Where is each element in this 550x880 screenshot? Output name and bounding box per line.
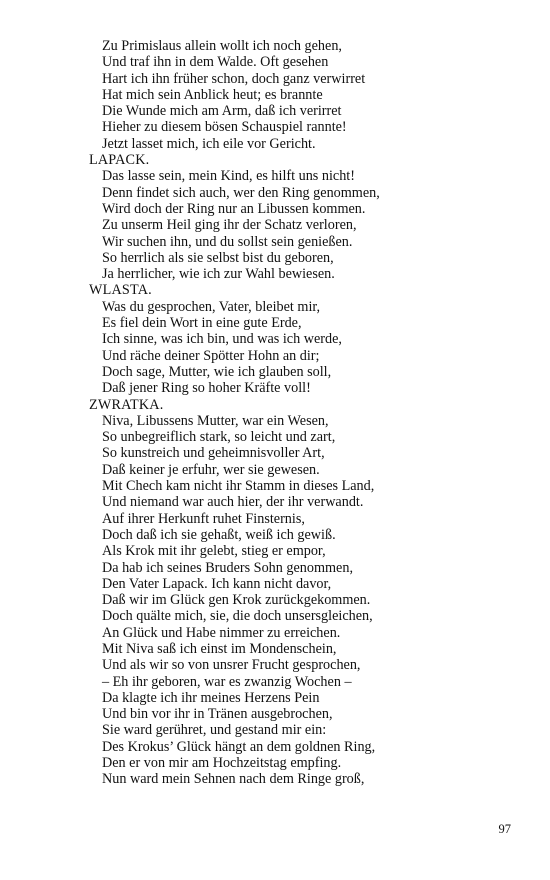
- verse-line: Ja herrlicher, wie ich zur Wahl bewiesen.: [102, 266, 335, 283]
- verse-line: Da hab ich seines Bruders Sohn genommen,: [102, 559, 353, 576]
- verse-line: Zu unserm Heil ging ihr der Schatz verloren,: [102, 217, 357, 234]
- verse-line: Und niemand war auch hier, der ihr verwandt.: [102, 494, 364, 511]
- speaker-name: ZWRATKA.: [89, 396, 164, 413]
- verse-line: Doch sage, Mutter, wie ich glauben soll,: [102, 363, 332, 380]
- verse-line: Jetzt lasset mich, ich eile vor Gericht.: [102, 135, 316, 152]
- verse-line: Auf ihrer Herkunft ruhet Finsternis,: [102, 510, 305, 527]
- verse-line: Wir suchen ihn, und du sollst sein genießen.: [102, 233, 353, 250]
- verse-line: – Eh ihr geboren, war es zwanzig Wochen –: [102, 673, 352, 690]
- verse-line: Hieher zu diesem bösen Schauspiel rannte!: [102, 119, 347, 136]
- verse-line: Was du gesprochen, Vater, bleibet mir,: [102, 298, 321, 315]
- verse-line: Und traf ihn in dem Walde. Oft gesehen: [102, 54, 329, 71]
- verse-line: Ich sinne, was ich bin, und was ich werde,: [102, 331, 342, 348]
- verse-line: Sie ward gerühret, und gestand mir ein:: [102, 722, 327, 739]
- verse-line: Die Wunde mich am Arm, daß ich verirret: [102, 103, 342, 120]
- verse-line: Es fiel dein Wort in eine gute Erde,: [102, 315, 302, 332]
- verse-line: Doch quälte mich, sie, die doch unsersgleichen,: [102, 608, 373, 625]
- verse-line: Nun ward mein Sehnen nach dem Ringe groß,: [102, 771, 365, 788]
- verse-line: Und räche deiner Spötter Hohn an dir;: [102, 347, 320, 364]
- verse-line: Und bin vor ihr in Tränen ausgebrochen,: [102, 706, 333, 723]
- verse-line: So unbegreiflich stark, so leicht und zart,: [102, 429, 336, 446]
- verse-line: So kunstreich und geheimnisvoller Art,: [102, 445, 325, 462]
- verse-line: So herrlich als sie selbst bist du geboren,: [102, 249, 334, 266]
- verse-line: Niva, Libussens Mutter, war ein Wesen,: [102, 412, 329, 429]
- verse-line: Daß keiner je erfuhr, wer sie gewesen.: [102, 461, 320, 478]
- verse-line: Den er von mir am Hochzeitstag empfing.: [102, 755, 342, 772]
- verse-line: Wird doch der Ring nur an Libussen kommen.: [102, 200, 366, 217]
- verse-line: Doch daß ich sie gehaßt, weiß ich gewiß.: [102, 526, 336, 543]
- verse-line: Daß wir im Glück gen Krok zurückgekommen.: [102, 592, 371, 609]
- verse-line: Mit Niva saß ich einst im Mondenschein,: [102, 640, 337, 657]
- verse-line: Hart ich ihn früher schon, doch ganz verwirret: [102, 70, 366, 87]
- verse-line: Des Krokus’ Glück hängt an dem goldnen Ring,: [102, 738, 376, 755]
- verse-line: Den Vater Lapack. Ich kann nicht davor,: [102, 575, 332, 592]
- verse-line: Hat mich sein Anblick heut; es brannte: [102, 86, 323, 103]
- verse-line: Denn findet sich auch, wer den Ring genommen,: [102, 184, 380, 201]
- page-number: 97: [498, 822, 511, 836]
- speaker-name: LAPACK.: [89, 152, 150, 169]
- verse-line: Als Krok mit ihr gelebt, stieg er empor,: [102, 543, 326, 560]
- verse-line: Mit Chech kam nicht ihr Stamm in dieses Land,: [102, 478, 375, 495]
- drama-text-block: [89, 38, 529, 788]
- verse-line: An Glück und Habe nimmer zu erreichen.: [102, 624, 341, 641]
- verse-line: Das lasse sein, mein Kind, es hilft uns nicht!: [102, 168, 355, 185]
- verse-line: Daß jener Ring so hoher Kräfte voll!: [102, 380, 311, 397]
- verse-line: Und als wir so von unsrer Frucht gesprochen,: [102, 657, 361, 674]
- verse-line: Zu Primislaus allein wollt ich noch gehen,: [102, 38, 342, 54]
- speaker-name: WLASTA.: [89, 282, 152, 299]
- verse-line: Da klagte ich ihr meines Herzens Pein: [102, 689, 320, 706]
